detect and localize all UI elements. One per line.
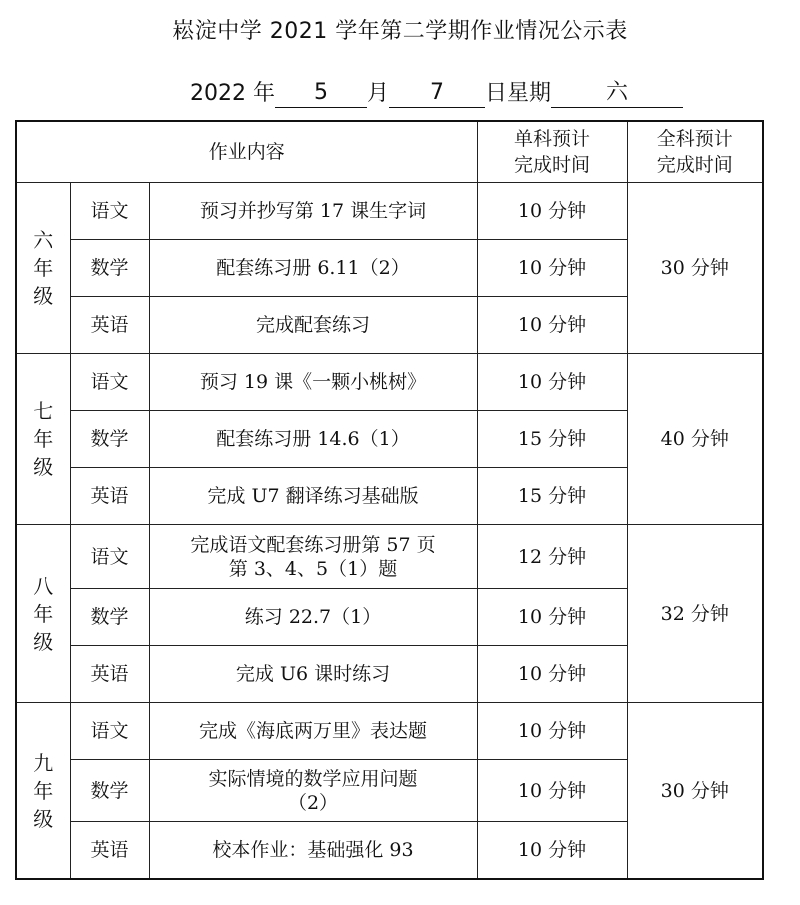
grade-char: 六 bbox=[33, 228, 54, 252]
grade-label bbox=[16, 525, 70, 703]
single-time-cell: 12 分钟 bbox=[477, 525, 627, 589]
grade-char: 八 bbox=[33, 573, 54, 598]
homework-content-line: 实际情境的数学应用问题 bbox=[208, 767, 418, 790]
homework-content-line: 完成 U6 课时练习 bbox=[235, 663, 391, 685]
homework-content-cell bbox=[149, 703, 477, 760]
homework-content-line: 完成配套练习 bbox=[255, 314, 370, 336]
single-time-cell: 10 分钟 bbox=[477, 297, 627, 354]
grade-label-text bbox=[31, 226, 55, 310]
header-single-line1: 单科预计 bbox=[513, 128, 590, 150]
homework-content-line: 预习 19 课《一颗小桃树》 bbox=[199, 371, 427, 393]
date-year: 2022 年 bbox=[190, 81, 275, 106]
homework-content-cell bbox=[149, 411, 477, 468]
grade-label-text bbox=[31, 749, 55, 833]
grade-char: 年 bbox=[33, 256, 54, 280]
header-total-line2: 完成时间 bbox=[656, 154, 733, 176]
date-month-value: 5 bbox=[275, 79, 367, 108]
homework-content-cell bbox=[149, 297, 477, 354]
homework-content-cell bbox=[149, 183, 477, 240]
subject-cell: 数学 bbox=[70, 589, 149, 646]
total-time-cell: 30 分钟 bbox=[627, 183, 763, 354]
single-time-cell: 15 分钟 bbox=[477, 468, 627, 525]
grade-label bbox=[16, 183, 70, 354]
homework-table bbox=[15, 120, 764, 880]
table-row bbox=[16, 525, 763, 589]
single-time-cell: 10 分钟 bbox=[477, 183, 627, 240]
homework-content-cell bbox=[149, 760, 477, 822]
table-row bbox=[16, 183, 763, 240]
homework-content-line: 练习 22.7（1） bbox=[244, 606, 382, 628]
single-time-cell: 10 分钟 bbox=[477, 822, 627, 880]
total-time-cell: 40 分钟 bbox=[627, 354, 763, 525]
homework-content-cell bbox=[149, 589, 477, 646]
single-time-cell: 10 分钟 bbox=[477, 760, 627, 822]
grade-char: 级 bbox=[33, 629, 54, 654]
homework-content-line: 配套练习册 14.6（1） bbox=[216, 428, 410, 450]
grade-char: 级 bbox=[33, 806, 54, 831]
homework-content-cell bbox=[149, 822, 477, 880]
date-day-label: 日星期 bbox=[485, 81, 552, 106]
total-time-cell: 30 分钟 bbox=[627, 703, 763, 880]
page-title: 崧淀中学 2021 学年第二学期作业情况公示表 bbox=[172, 19, 628, 44]
homework-content-cell bbox=[149, 240, 477, 297]
date-line bbox=[190, 76, 683, 108]
header-single-time bbox=[477, 121, 627, 183]
homework-content-cell bbox=[149, 468, 477, 525]
date-day-value: 7 bbox=[389, 79, 485, 108]
grade-char: 级 bbox=[33, 284, 54, 308]
subject-cell: 英语 bbox=[70, 822, 149, 880]
homework-content-line2: （2） bbox=[287, 791, 339, 814]
table-header-row bbox=[16, 121, 763, 183]
homework-content-line2: 第 3、4、5（1）题 bbox=[228, 557, 398, 580]
single-time-cell: 10 分钟 bbox=[477, 589, 627, 646]
single-time-cell: 10 分钟 bbox=[477, 240, 627, 297]
subject-cell: 语文 bbox=[70, 183, 149, 240]
grade-char: 年 bbox=[33, 427, 54, 451]
grade-char: 年 bbox=[33, 778, 54, 803]
grade-label bbox=[16, 354, 70, 525]
homework-content-line: 预习并抄写第 17 课生字词 bbox=[199, 200, 427, 222]
grade-char: 级 bbox=[33, 455, 54, 479]
homework-content-cell bbox=[149, 646, 477, 703]
subject-cell: 数学 bbox=[70, 760, 149, 822]
header-total-line1: 全科预计 bbox=[656, 128, 733, 150]
header-content: 作业内容 bbox=[16, 121, 477, 183]
header-single-line2: 完成时间 bbox=[513, 154, 590, 176]
grade-char: 九 bbox=[33, 750, 54, 775]
date-month-label: 月 bbox=[366, 81, 389, 106]
grade-char: 七 bbox=[33, 399, 54, 423]
homework-content-cell bbox=[149, 525, 477, 589]
grade-label bbox=[16, 703, 70, 880]
subject-cell: 英语 bbox=[70, 297, 149, 354]
header-total-time bbox=[627, 121, 763, 183]
single-time-cell: 10 分钟 bbox=[477, 646, 627, 703]
subject-cell: 英语 bbox=[70, 646, 149, 703]
subject-cell: 语文 bbox=[70, 703, 149, 760]
subject-cell: 语文 bbox=[70, 525, 149, 589]
subject-cell: 英语 bbox=[70, 468, 149, 525]
table-row bbox=[16, 354, 763, 411]
date-weekday-value: 六 bbox=[551, 79, 683, 108]
homework-content-line: 完成语文配套练习册第 57 页 bbox=[190, 533, 436, 556]
subject-cell: 语文 bbox=[70, 354, 149, 411]
homework-content-line: 完成 U7 翻译练习基础版 bbox=[207, 485, 419, 507]
grade-label-text bbox=[31, 397, 55, 481]
homework-content-line: 校本作业：基础强化 93 bbox=[212, 839, 414, 861]
single-time-cell: 15 分钟 bbox=[477, 411, 627, 468]
grade-char: 年 bbox=[33, 601, 54, 626]
grade-label-text bbox=[31, 572, 55, 656]
table-row bbox=[16, 703, 763, 760]
homework-content-line: 配套练习册 6.11（2） bbox=[216, 257, 410, 279]
single-time-cell: 10 分钟 bbox=[477, 354, 627, 411]
homework-content-line: 完成《海底两万里》表达题 bbox=[198, 720, 427, 742]
total-time-cell: 32 分钟 bbox=[627, 525, 763, 703]
subject-cell: 数学 bbox=[70, 411, 149, 468]
subject-cell: 数学 bbox=[70, 240, 149, 297]
homework-content-cell bbox=[149, 354, 477, 411]
single-time-cell: 10 分钟 bbox=[477, 703, 627, 760]
